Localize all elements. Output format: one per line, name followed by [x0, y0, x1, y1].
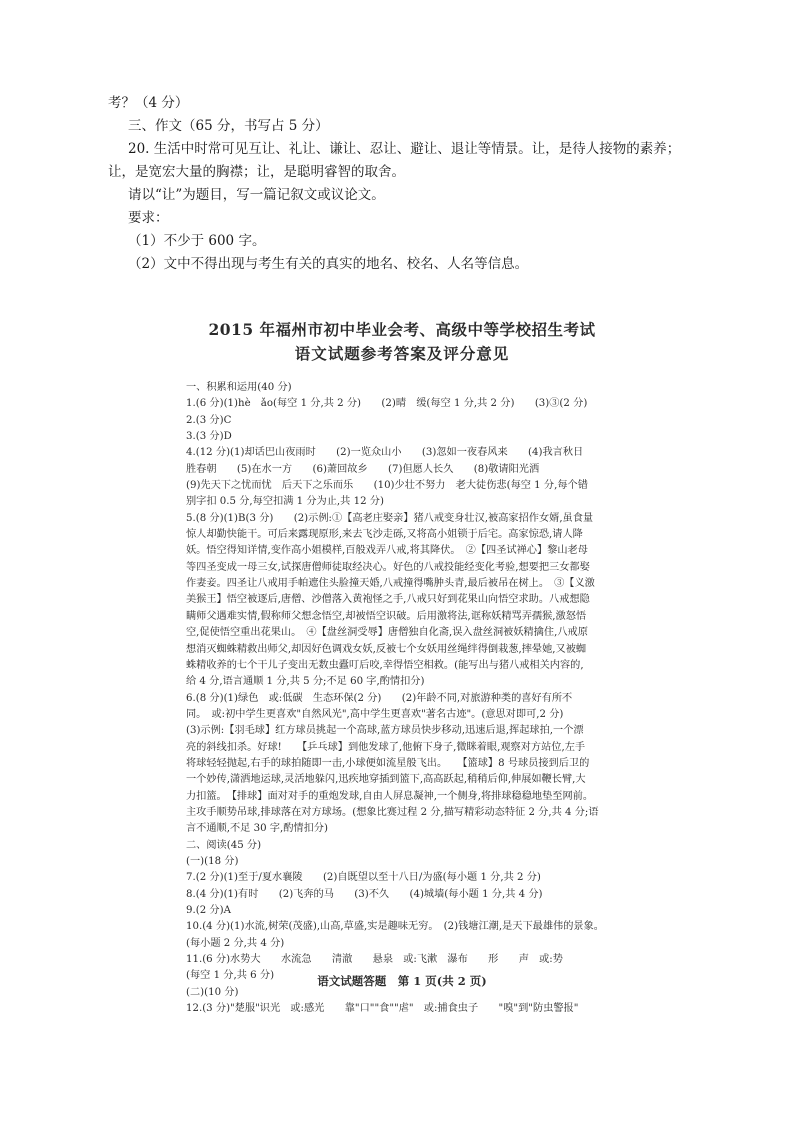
- answer-line: 5.(8 分)(1)B(3 分) (2)示例:①【高老庄娶亲】猪八戒变身壮汉,被高家招作女婿,虽食量: [186, 512, 594, 524]
- answer-line: 蛛精收养的七个干儿子变出无数虫蠹叮后咬,幸得悟空相救。(能写出与猪八戒相关内容的,: [186, 659, 584, 671]
- answer-line: 瞒师父遇难实情,假称师父想念悟空,却被悟空识破。后用激将法,诓称妖精骂弄孺猴,激怒悟: [186, 610, 587, 622]
- answer-key-subtitle: 语文试题参考答案及评分意见: [294, 344, 510, 363]
- answer-line: 11.(6 分)水势大 水流急 清澈 悬泉 或:飞漱 瀑布 形 声 或:势: [186, 954, 563, 966]
- answer-key-title: 2015 年福州市初中毕业会考、高级中等学校招生考试: [208, 320, 596, 339]
- answer-line: 将球轻轻抛起,右手的球拍随即一击,小球便如流星般飞出。 【篮球】8 号球员接到后卫的: [186, 757, 590, 769]
- answer-line: (每空 1 分,共 6 分): [186, 970, 275, 982]
- text-line: 20. 生活中时常可见互让、礼让、谦让、忍让、避让、退让等情景。让，是待人接物的素养；: [128, 141, 681, 157]
- answer-line: 作妻妾。四圣让八戒用手帕遮住头脸撞天婚,八戒撞得嘴肿头青,最后被吊在树上。 ③【义激: [186, 578, 595, 590]
- answer-line: 言不通顺,不足 30 字,酌情扣分): [186, 823, 328, 835]
- answer-line: 妖。悟空得知详情,变作高小姐模样,百般戏弄八戒,将其降伏。 ②【四圣试禅心】黎山老母: [186, 545, 588, 557]
- answer-line: 一个妙传,潇洒地运球,灵活地躲闪,迅疾地穿插到篮下,高高跃起,稍稍后仰,伸展如鞭长臂,大: [186, 774, 586, 786]
- answer-line: (二)(10 分): [186, 986, 239, 998]
- answer-line: (3)示例:【羽毛球】红方球员挑起一个高球,蓝方球员快步移动,迅速后退,挥起球拍,一个漂: [186, 725, 584, 737]
- answer-line: 一、积累和运用(40 分): [186, 382, 292, 393]
- page-footer: 语文试题答题 第 1 页(共 2 页): [317, 974, 487, 988]
- answer-line: 胜春朝 (5)在水一方 (6)萧回故乡 (7)但愿人长久 (8)敬请阳光洒: [186, 463, 540, 475]
- answer-line: (9)先天下之忧而忧 后天下之乐而乐 (10)少壮不努力 老大徒伤悲(每空 1 分,每个错: [186, 480, 588, 492]
- answer-line: 力扣篮。 【排球】面对对手的重炮发球,自由人屏息凝神,一个侧身,将排球稳稳地垫至网前。: [186, 790, 594, 802]
- text-line: 让，是宽宏大量的胸襟；让，是聪明睿智的取舍。: [108, 164, 405, 180]
- answer-key-section: [186, 318, 618, 1017]
- text-line: 三、作文（65 分，书写占 5 分）: [128, 118, 329, 134]
- answer-line: 二、阅读(45 分): [186, 839, 262, 851]
- answer-line: (一)(18 分): [186, 855, 239, 867]
- answer-line: 给 4 分,语言通顺 1 分,共 5 分;不足 60 字,酌情扣分): [186, 676, 425, 688]
- text-line: 请以“让”为题目，写一篇记叙文或议论文。: [128, 187, 385, 203]
- answer-line: 同。 或:初中学生更喜欢"自然风光",高中学生更喜欢"著名古迹"。(意思对即可,2 分): [186, 708, 564, 720]
- answer-line: (每小题 2 分,共 4 分): [186, 937, 285, 949]
- answer-line: 想消灭蜘蛛精救出师父,却因好色调戏女妖,反被七个女妖用丝绳绊得倒栽葱,摔晕她,又被蜘: [186, 643, 587, 655]
- answer-line: 1.(6 分)(1)hè ǎo(每空 1 分,共 2 分) (2)晴 缓(每空 1 分,共 2 分) (3)③(2 分): [186, 398, 588, 410]
- answer-line: 美猴王】悟空被逐后,唐僧、沙僧落入黄袍怪之手,八戒只好到花果山向悟空求助。八戒想隐: [186, 594, 590, 606]
- text-line: 考？（4 分）: [108, 95, 189, 111]
- exam-composition-section: [108, 92, 693, 276]
- answer-line: 8.(4 分)(1)有时 (2)飞奔的马 (3)不久 (4)城墙(每小题 1 分,共 4 分): [186, 888, 543, 900]
- text-line: （2）文中不得出现与考生有关的真实的地名、校名、人名等信息。: [128, 256, 529, 272]
- answer-line: 主攻手顺势吊球,排球落在对方球场。(想象比赛过程 2 分,描写精彩动态特征 2 分,共 4 分;语: [186, 806, 599, 818]
- answer-line: 亮的斜线扣杀。好球! 【乒乓球】到他发球了,他俯下身子,微眯着眼,观察对方站位,左手: [186, 741, 586, 753]
- answer-line: 别字扣 0.5 分,每空扣满 1 分为止,共 12 分): [186, 496, 384, 508]
- answer-line: 4.(12 分)(1)却话巴山夜雨时 (2)一览众山小 (3)忽如一夜春风来 (4)我言秋日: [186, 447, 584, 459]
- answer-line: 10.(4 分)(1)水流,树荣(茂盛),山高,草盛,实是趣味无穷。 (2)钱塘江潮,是天下最雄伟的景象。: [186, 921, 604, 933]
- text-line: （1）不少于 600 字。: [128, 233, 266, 249]
- answer-line: 7.(2 分)(1)至于/夏水襄陵 (2)自既望以至十八日/为盛(每小题 1 分,共 2 分): [186, 872, 541, 884]
- text-line: 要求：: [128, 210, 169, 226]
- answer-line: 2.(3 分)C: [186, 414, 232, 426]
- answer-line: 等四圣变成一母三女,试探唐僧师徒取经决心。好色的八戒投能经变化考验,想要把三女都娶: [186, 561, 590, 573]
- answer-line: 12.(3 分)"楚服"识光 或:感光 靠"口""食""虐" 或:捕食虫子 "嗅"到"防虫警报": [186, 1003, 579, 1015]
- answer-line: 惊人却勤快能干。可后来露现原形,来去飞沙走砾,又将高小姐锁于后宅。高家惊恐,请人降: [186, 529, 583, 541]
- answer-line: 3.(3 分)D: [186, 431, 232, 443]
- answer-line: 6.(8 分)(1)绿色 或:低碳 生态环保(2 分) (2)年龄不同,对旅游种类的喜好有所不: [186, 692, 573, 704]
- answer-line: 9.(2 分)A: [186, 905, 231, 916]
- answer-line: 空,促使悟空重出花果山。 ④【盘丝洞受辱】唐僧独自化斋,误入盘丝洞被妖精擒住,八戒原: [186, 627, 588, 639]
- answer-key-body: [186, 380, 618, 1017]
